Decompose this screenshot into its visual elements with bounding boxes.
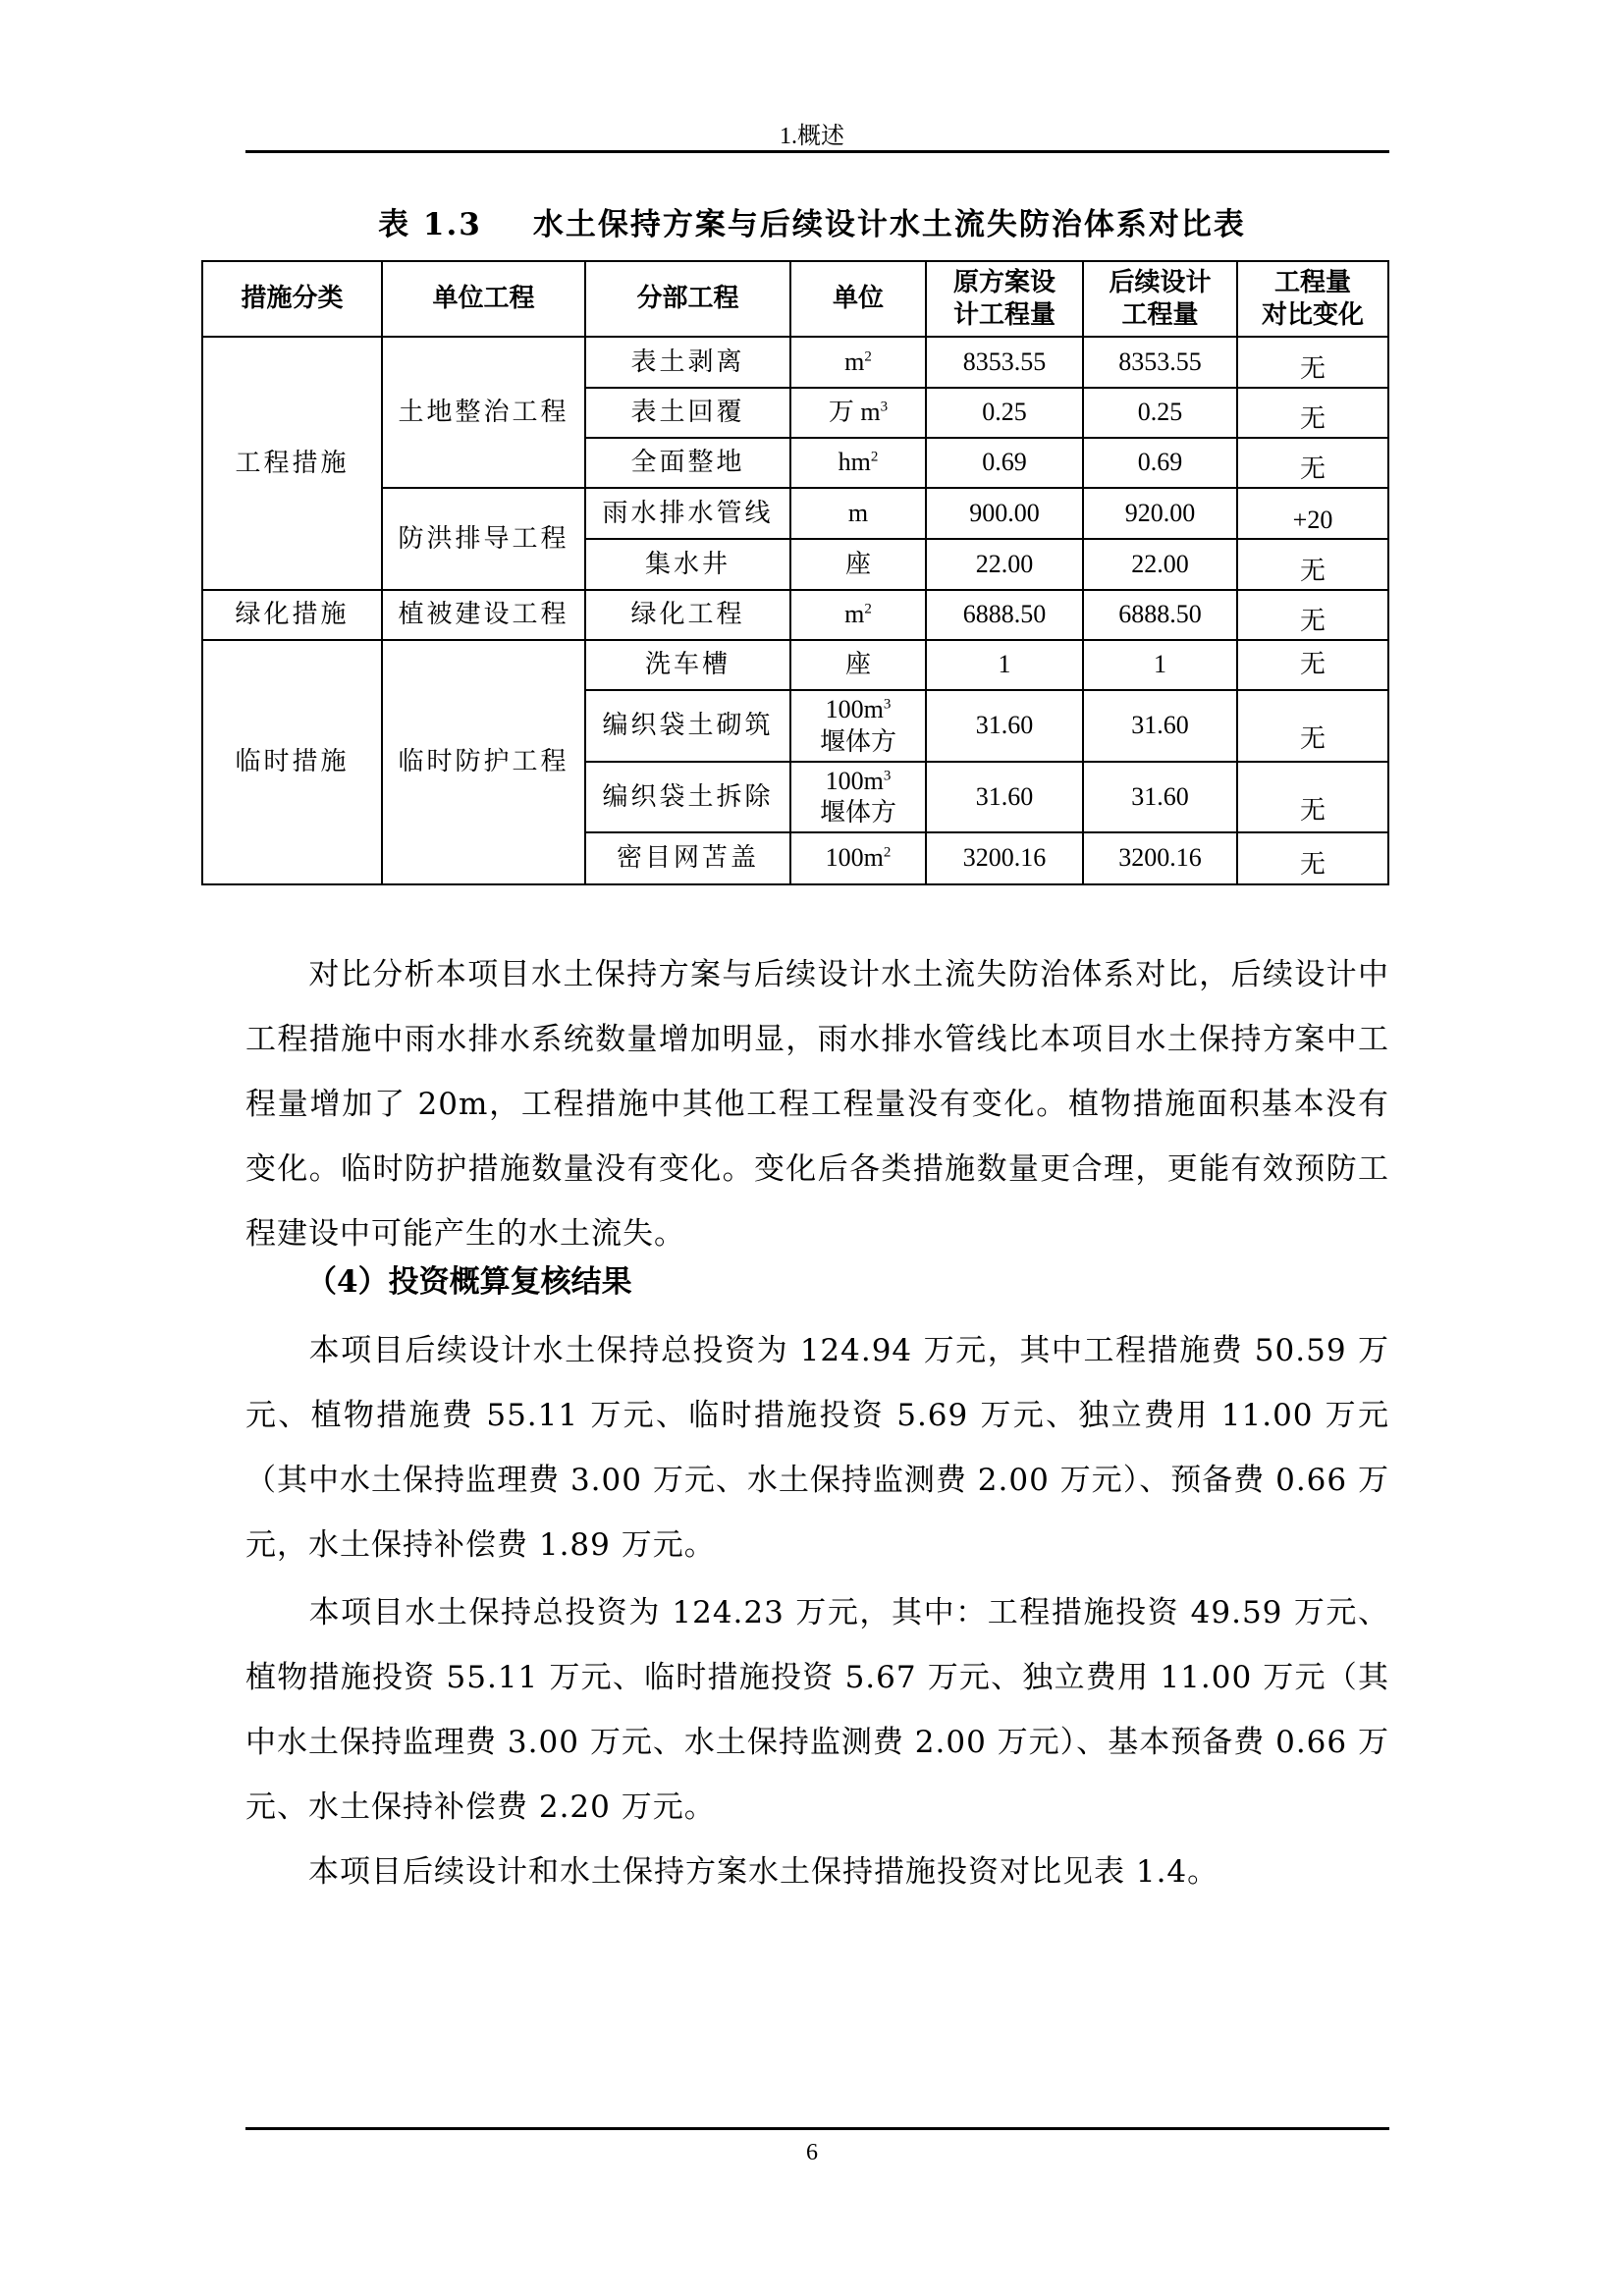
original-cell: 8353.55 (926, 337, 1083, 388)
table-row (202, 590, 1388, 640)
unit-text: 万 m (828, 398, 881, 427)
see-table-text: 本项目后续设计和水土保持方案水土保持措施投资对比见表 1.4。 (308, 1854, 1219, 1890)
table-header-row (202, 261, 1388, 337)
header-line: 后续设计 (1109, 268, 1212, 297)
unit-sup: 2 (883, 844, 892, 861)
item-cell: 雨水排水管线 (585, 488, 790, 539)
table-caption (0, 199, 1624, 243)
subsequent-cell: 0.25 (1083, 388, 1237, 438)
original-cell: 0.69 (926, 438, 1083, 488)
header-unit-project: 单位工程 (382, 261, 585, 337)
item-cell: 密目网苫盖 (585, 832, 790, 884)
change-cell: 无 (1237, 337, 1388, 388)
subsequent-cell: 6888.50 (1083, 590, 1237, 640)
unit-cell (790, 438, 926, 488)
table-row (202, 337, 1388, 388)
header-unit: 单位 (790, 261, 926, 337)
unit-text: 座 (844, 549, 871, 578)
header-line: 原方案设 (952, 268, 1056, 297)
original-cell: 900.00 (926, 488, 1083, 539)
footer-rule (245, 2127, 1389, 2130)
original-cell: 1 (926, 640, 1083, 690)
original-cell: 3200.16 (926, 832, 1083, 884)
subsequent-cell: 8353.55 (1083, 337, 1237, 388)
unit-sup: 3 (883, 696, 892, 713)
subsequent-cell: 22.00 (1083, 539, 1237, 590)
original-cell: 0.25 (926, 388, 1083, 438)
header-sub-project: 分部工程 (585, 261, 790, 337)
unit-sup: 2 (864, 601, 872, 617)
header-line: 工程量 (1121, 299, 1199, 330)
unit-sup: 3 (880, 399, 889, 415)
unit-text: m (847, 498, 869, 527)
header-category: 措施分类 (202, 261, 382, 337)
unit-flood-drainage: 防洪排导工程 (382, 488, 585, 590)
unit-cell (790, 640, 926, 690)
page-header: 1.概述 (780, 124, 844, 149)
item-cell: 洗车槽 (585, 640, 790, 690)
unit-vegetation: 植被建设工程 (382, 590, 585, 640)
group-temporary: 临时措施 (202, 640, 382, 884)
header-line: 计工程量 (952, 299, 1056, 330)
unit-text: 100m (825, 695, 884, 723)
analysis-paragraph (245, 942, 1389, 1266)
change-cell: 无 (1237, 388, 1388, 438)
investment-plan-text: 本项目水土保持总投资为 124.23 万元，其中：工程措施投资 49.59 万元、植物措施投资 55.11 万元、临时措施投资 5.67 万元、独立费用 11.00 万元（其中水土保持监理费 3.00 万元、水土保持监测费 2.00 万元）、基本预备费 0.66 万元、水土保持补偿费 2.20 万元。 (245, 1595, 1389, 1825)
unit-cell (790, 488, 926, 539)
section-heading-investment: （4）投资概算复核结果 (306, 1264, 632, 1300)
change-cell: 无 (1237, 590, 1388, 640)
header-rule (245, 150, 1389, 153)
group-greening: 绿化措施 (202, 590, 382, 640)
table-number: 表 1.3 (378, 207, 482, 242)
header-line: 对比变化 (1261, 299, 1364, 330)
comparison-table (201, 260, 1389, 885)
unit-text: m (844, 347, 865, 376)
header-subsequent-quantity (1083, 261, 1237, 337)
unit-text: 100m (825, 766, 884, 795)
unit-land-consolidation: 土地整治工程 (382, 337, 585, 488)
original-cell: 31.60 (926, 690, 1083, 762)
unit-cell (790, 690, 926, 762)
unit-sup: 2 (870, 449, 879, 465)
analysis-text: 对比分析本项目水土保持方案与后续设计水土流失防治体系对比，后续设计中工程措施中雨水排水系统数量增加明显，雨水排水管线比本项目水土保持方案中工程量增加了 20m，工程措施中其他工程工程量没有变化。植物措施面积基本没有变化。临时防护措施数量没有变化。变化后各类措施数量更合理，更能有效预防工程建设中可能产生的水土流失。 (245, 957, 1389, 1252)
table-title: 水土保持方案与后续设计水土流失防治体系对比表 (532, 207, 1246, 242)
item-cell: 全面整地 (585, 438, 790, 488)
unit-cell (790, 832, 926, 884)
original-cell: 6888.50 (926, 590, 1083, 640)
unit-text-line2: 堰体方 (819, 798, 896, 827)
unit-text: 100m (825, 843, 884, 873)
unit-text: hm (838, 448, 871, 477)
group-engineering: 工程措施 (202, 337, 382, 590)
unit-cell (790, 388, 926, 438)
subsequent-cell: 0.69 (1083, 438, 1237, 488)
item-cell: 表土回覆 (585, 388, 790, 438)
subsequent-cell: 31.60 (1083, 690, 1237, 762)
original-cell: 22.00 (926, 539, 1083, 590)
investment-plan-paragraph (245, 1580, 1389, 1840)
item-cell: 绿化工程 (585, 590, 790, 640)
change-cell: +20 (1237, 488, 1388, 539)
change-cell: 无 (1237, 640, 1388, 690)
header-line: 工程量 (1273, 268, 1351, 297)
header-change (1237, 261, 1388, 337)
unit-cell (790, 590, 926, 640)
item-cell: 表土剥离 (585, 337, 790, 388)
see-table-paragraph (245, 1840, 1389, 1904)
investment-subsequent-paragraph (245, 1318, 1389, 1577)
change-cell: 无 (1237, 832, 1388, 884)
subsequent-cell: 920.00 (1083, 488, 1237, 539)
unit-sup: 3 (883, 767, 892, 783)
change-cell: 无 (1237, 762, 1388, 832)
unit-text: 座 (844, 650, 871, 679)
item-cell: 编织袋土拆除 (585, 762, 790, 832)
change-cell: 无 (1237, 690, 1388, 762)
unit-sup: 2 (864, 348, 872, 365)
change-cell: 无 (1237, 438, 1388, 488)
unit-cell (790, 762, 926, 832)
subsequent-cell: 3200.16 (1083, 832, 1237, 884)
table-row (202, 640, 1388, 690)
item-cell: 集水井 (585, 539, 790, 590)
unit-cell (790, 539, 926, 590)
unit-text: m (844, 600, 865, 629)
change-cell: 无 (1237, 539, 1388, 590)
header-original-quantity (926, 261, 1083, 337)
unit-cell (790, 337, 926, 388)
item-cell: 编织袋土砌筑 (585, 690, 790, 762)
original-cell: 31.60 (926, 762, 1083, 832)
unit-temporary-protection: 临时防护工程 (382, 640, 585, 884)
subsequent-cell: 31.60 (1083, 762, 1237, 832)
investment-subsequent-text: 本项目后续设计水土保持总投资为 124.94 万元，其中工程措施费 50.59 万元、植物措施费 55.11 万元、临时措施投资 5.69 万元、独立费用 11.00 万元（其中水土保持监理费 3.00 万元、水土保持监测费 2.00 万元）、预备费 0.66 万元，水土保持补偿费 1.89 万元。 (245, 1333, 1389, 1563)
subsequent-cell: 1 (1083, 640, 1237, 690)
unit-text-line2: 堰体方 (819, 726, 896, 756)
page-number: 6 (806, 2140, 818, 2165)
